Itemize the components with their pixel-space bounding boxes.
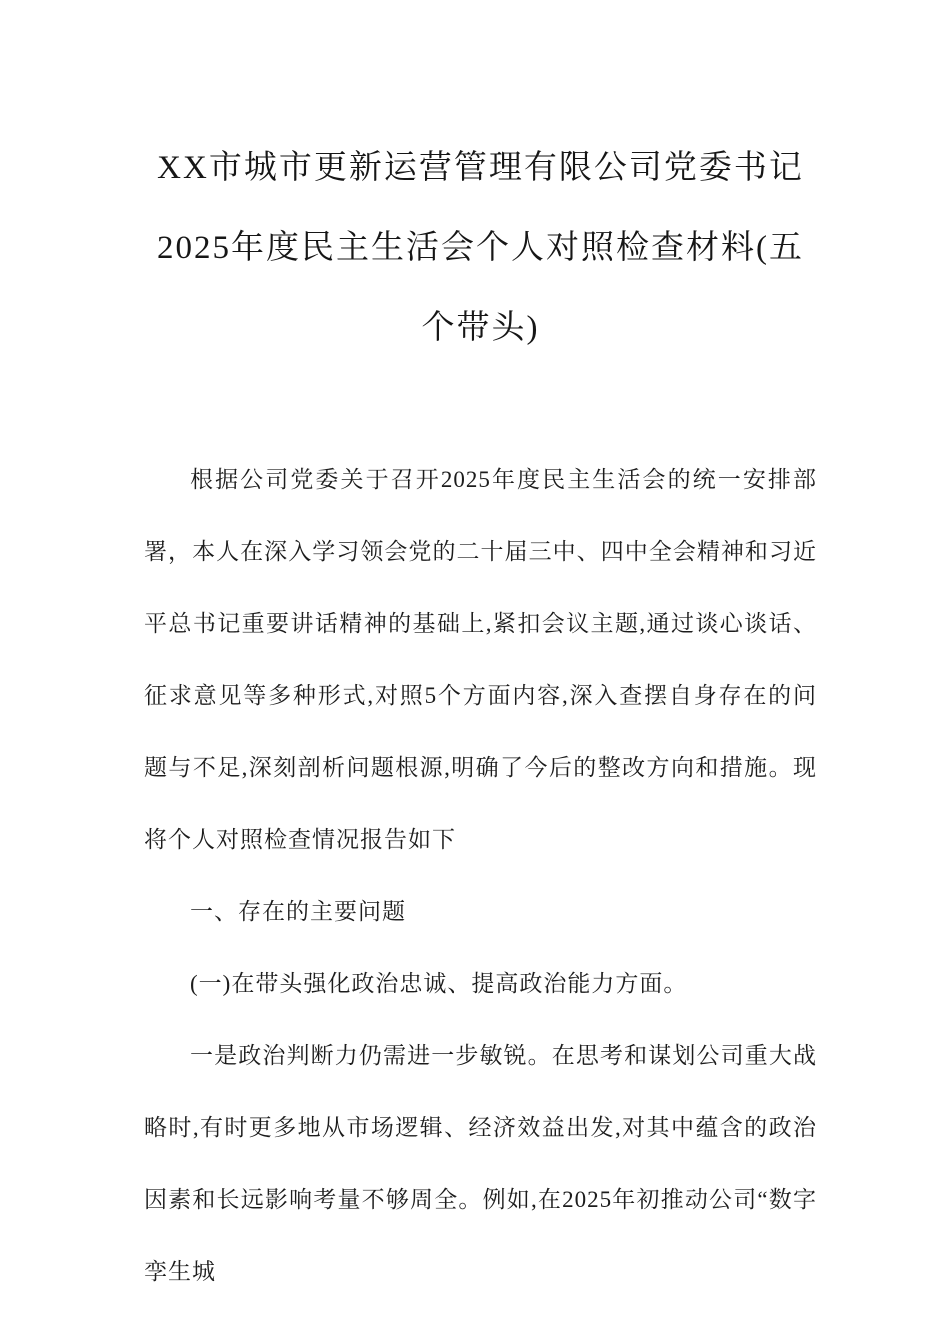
section-heading-main-problems: 一、存在的主要问题 [190, 899, 406, 924]
document-title-line-3: 个带头) [421, 310, 540, 346]
document-body [144, 444, 817, 1308]
document-title-line-2: 2025年度民主生活会个人对照检查材料(五 [157, 230, 804, 266]
subsection-heading-political-loyalty: (一)在带头强化政治忠诚、提高政治能力方面。 [190, 971, 688, 996]
body-paragraph-political-judgement: 一是政治判断力仍需进一步敏锐。在思考和谋划公司重大战略时,有时更多地从市场逻辑、经济效益出发,对其中蕴含的政治因素和长远影响考量不够周全。例如,在2025年初推动公司“数字孪生城 [144, 1043, 817, 1284]
document-title-line-1: XX市城市更新运营管理有限公司党委书记 [157, 150, 804, 186]
intro-paragraph: 根据公司党委关于召开2025年度民主生活会的统一安排部署，本人在深入学习领会党的二十届三中、四中全会精神和习近平总书记重要讲话精神的基础上,紧扣会议主题,通过谈心谈话、征求意见等多种形式,对照5个方面内容,深入查摆自身存在的问题与不足,深刻剖析问题根源,明确了今后的整改方向和措施。现将个人对照检查情况报告如下 [144, 467, 817, 852]
document-title [144, 128, 817, 368]
